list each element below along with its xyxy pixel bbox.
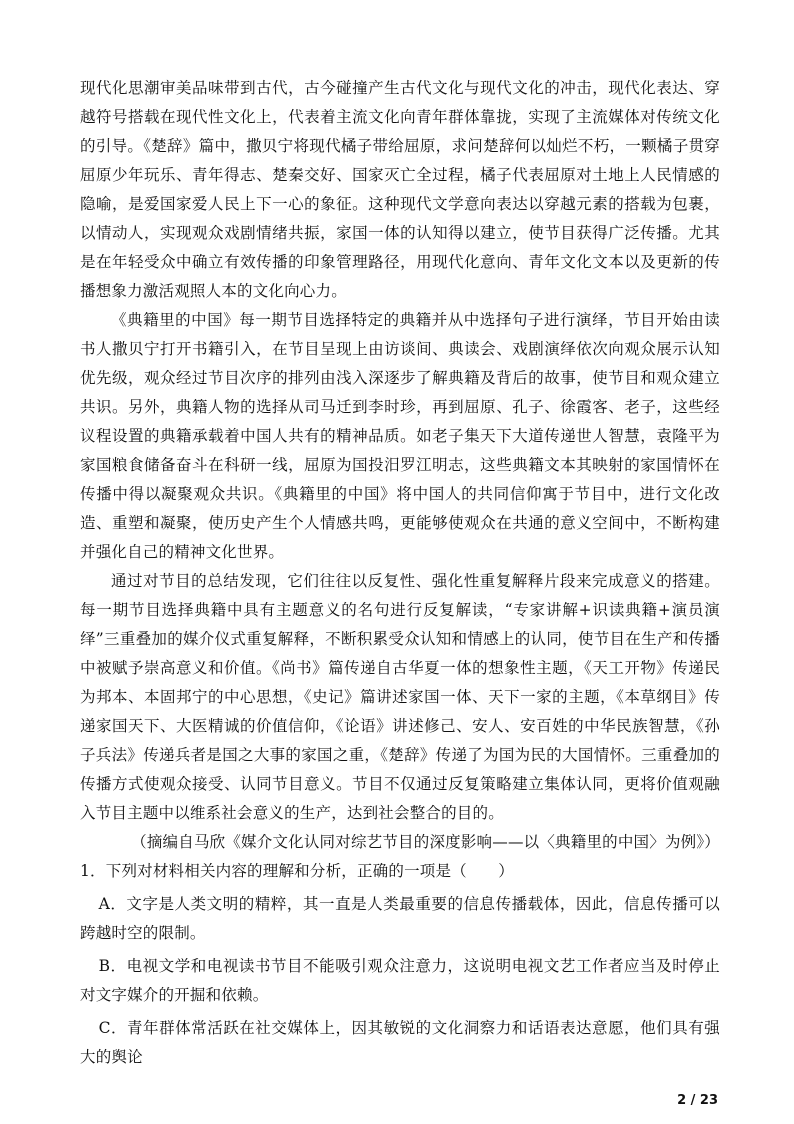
- question-1: 1．下列对材料相关内容的理解和分析，正确的一项是（ ）: [80, 862, 514, 880]
- paragraph-3: 通过对节目的总结发现，它们往往以反复性、强化性重复解释片段来完成意义的搭建。每一期节目选择典籍中具有主题意义的名句进行反复解读，“专家讲解+识读典籍+演员演绎”三重叠加的媒介仪式重复解释，不断积累受众认知和情感上的认同，使节目在生产和传播中被赋予崇高意义和价值。《尚书》篇传递自古华夏一体的想象性主题，《天工开物》传递民为邦本、本固邦宁的中心思想，《史记》篇讲述家国一体、天下一家的主题，《本草纲目》传递家国天下、大医精诚的价值信仰，《论语》讲述修己、安人、安百姓的中华民族智慧，《孙子兵法》传递兵者是国之大事的家国之重，《楚辞》传递了为国为民的大国情怀。三重叠加的传播方式使观众接受、认同节目意义。节目不仅通过反复策略建立集体认同，更将价值观融入节目主题中以维系社会意义的生产，达到社会整合的目的。: [80, 572, 720, 822]
- page-number: 2 / 23: [677, 1093, 718, 1108]
- paragraph-1: 现代化思潮审美品味带到古代，古今碰撞产生古代文化与现代文化的冲击，现代化表达、穿越符号搭载在现代性文化上，代表着主流文化向青年群体靠拢，实现了主流媒体对传统文化的引导。《楚辞》篇中，撒贝宁将现代橘子带给屈原，求问楚辞何以灿烂不朽，一颗橘子贯穿屈原少年玩乐、青年得志、楚秦交好、国家灭亡全过程，橘子代表屈原对土地上人民情感的隐喻，是爱国家爱人民上下一心的象征。这种现代文学意向表达以穿越元素的搭载为包裹，以情动人，实现观众戏剧情绪共振，家国一体的认知得以建立，使节目获得广泛传播。尤其是在年轻受众中确立有效传播的印象管理路径，用现代化意向、青年文化文本以及更新的传播想象力激活观照人本的文化向心力。: [80, 79, 720, 300]
- document-page: [80, 74, 720, 1072]
- paragraph-2: 《典籍里的中国》每一期节目选择特定的典籍并从中选择句子进行演绎，节目开始由读书人撒贝宁打开书籍引入，在节目呈现上由访谈间、典读会、戏剧演绎依次向观众展示认知优先级，观众经过节目次序的排列由浅入深逐步了解典籍及背后的故事，使节目和观众建立共识。另外，典籍人物的选择从司马迁到李时珍，再到屈原、孔子、徐霞客、老子，这些经议程设置的典籍承载着中国人共有的精神品质。如老子集天下大道传递世人智慧，袁隆平为家国粮食储备奋斗在科研一线，屈原为国投汨罗江明志，这些典籍文本其映射的家国情怀在传播中得以凝聚观众共识。《典籍里的中国》将中国人的共同信仰寓于节目中，进行文化改造、重塑和凝聚，使历史产生个人情感共鸣，更能够使观众在共通的意义空间中，不断构建并强化自己的精神文化世界。: [80, 311, 720, 561]
- option-b: B．电视文学和电视读书节目不能吸引观众注意力，这说明电视文艺工作者应当及时停止对文字媒介的开掘和依赖。: [80, 957, 720, 1004]
- source-citation: （摘编自马欣《媒介文化认同对综艺节目的深度影响——以〈典籍里的中国〉为例》）: [131, 833, 720, 851]
- option-a: A．文字是人类文明的精粹，其一直是人类最重要的信息传播载体，因此，信息传播可以跨越时空的限制。: [80, 895, 720, 942]
- option-c: C．青年群体常活跃在社交媒体上，因其敏锐的文化洞察力和话语表达意愿，他们具有强大的舆论: [80, 1019, 720, 1066]
